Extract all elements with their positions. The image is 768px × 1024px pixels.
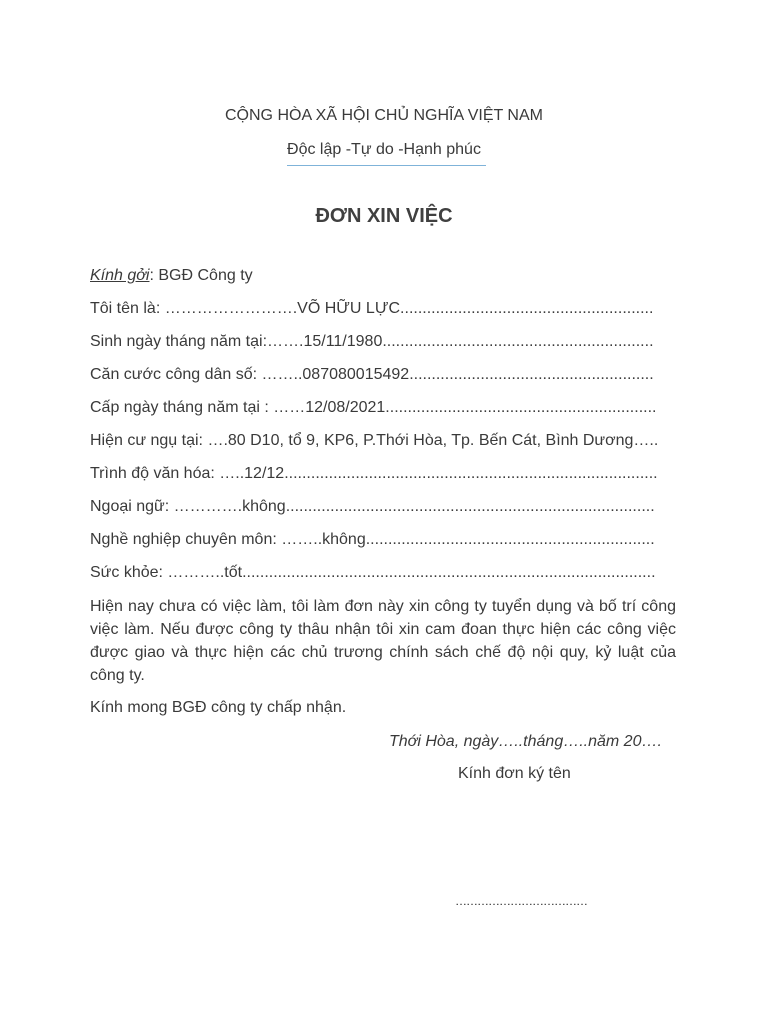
field-address: Hiện cư ngụ tại: ….80 D10, tổ 9, KP6, P.Thới Hòa, Tp. Bến Cát, Bình Dương…..: [90, 432, 659, 449]
salutation-recipient: : BGĐ Công ty: [149, 267, 253, 284]
field-full-name: Tôi tên là: …………………….VÕ HỮU LỰC.........................................................: [90, 300, 654, 317]
field-issue-date: Cấp ngày tháng năm tại : ……12/08/2021.............................................................: [90, 399, 657, 416]
nation-heading: CỘNG HÒA XÃ HỘI CHỦ NGHĨA VIỆT NAM: [225, 107, 543, 124]
signature-line: ………………………………: [455, 894, 587, 908]
body-paragraph: Hiện nay chưa có việc làm, tôi làm đơn này xin công ty tuyển dụng và bố trí công việc làm. Nếu được công ty thâu nhận tôi xin cam đoan thực hiện các công việc được giao và thực hiện các chủ trương chính sách chế độ nội quy, kỷ luật của công ty.: [90, 598, 676, 684]
motto-heading: Độc lập -Tự do -Hạnh phúc: [287, 141, 481, 158]
place-date: Thới Hòa, ngày…..tháng…..năm 20….: [389, 733, 662, 750]
field-birth: Sinh ngày tháng năm tại:…….15/11/1980.............................................................: [90, 333, 654, 350]
salutation: [90, 266, 253, 286]
field-health: Sức khỏe: ………..tốt.............................................................................................: [90, 564, 656, 581]
motto-underline: [287, 165, 486, 166]
closing-line: Kính mong BGĐ công ty chấp nhận.: [90, 699, 347, 716]
salutation-label: Kính gởi: [90, 267, 150, 284]
signature-label: Kính đơn ký tên: [458, 765, 571, 782]
field-citizen-id: Căn cước công dân số: ……..087080015492.......................................................: [90, 366, 654, 383]
field-foreign-language: Ngoại ngữ: ………….không...................................................................................: [90, 498, 655, 515]
field-profession: Nghề nghiệp chuyên môn: ……..không.................................................................: [90, 531, 655, 548]
field-education: Trình độ văn hóa: …..12/12....................................................................................: [90, 465, 658, 482]
document-title: ĐƠN XIN VIỆC: [315, 205, 453, 227]
